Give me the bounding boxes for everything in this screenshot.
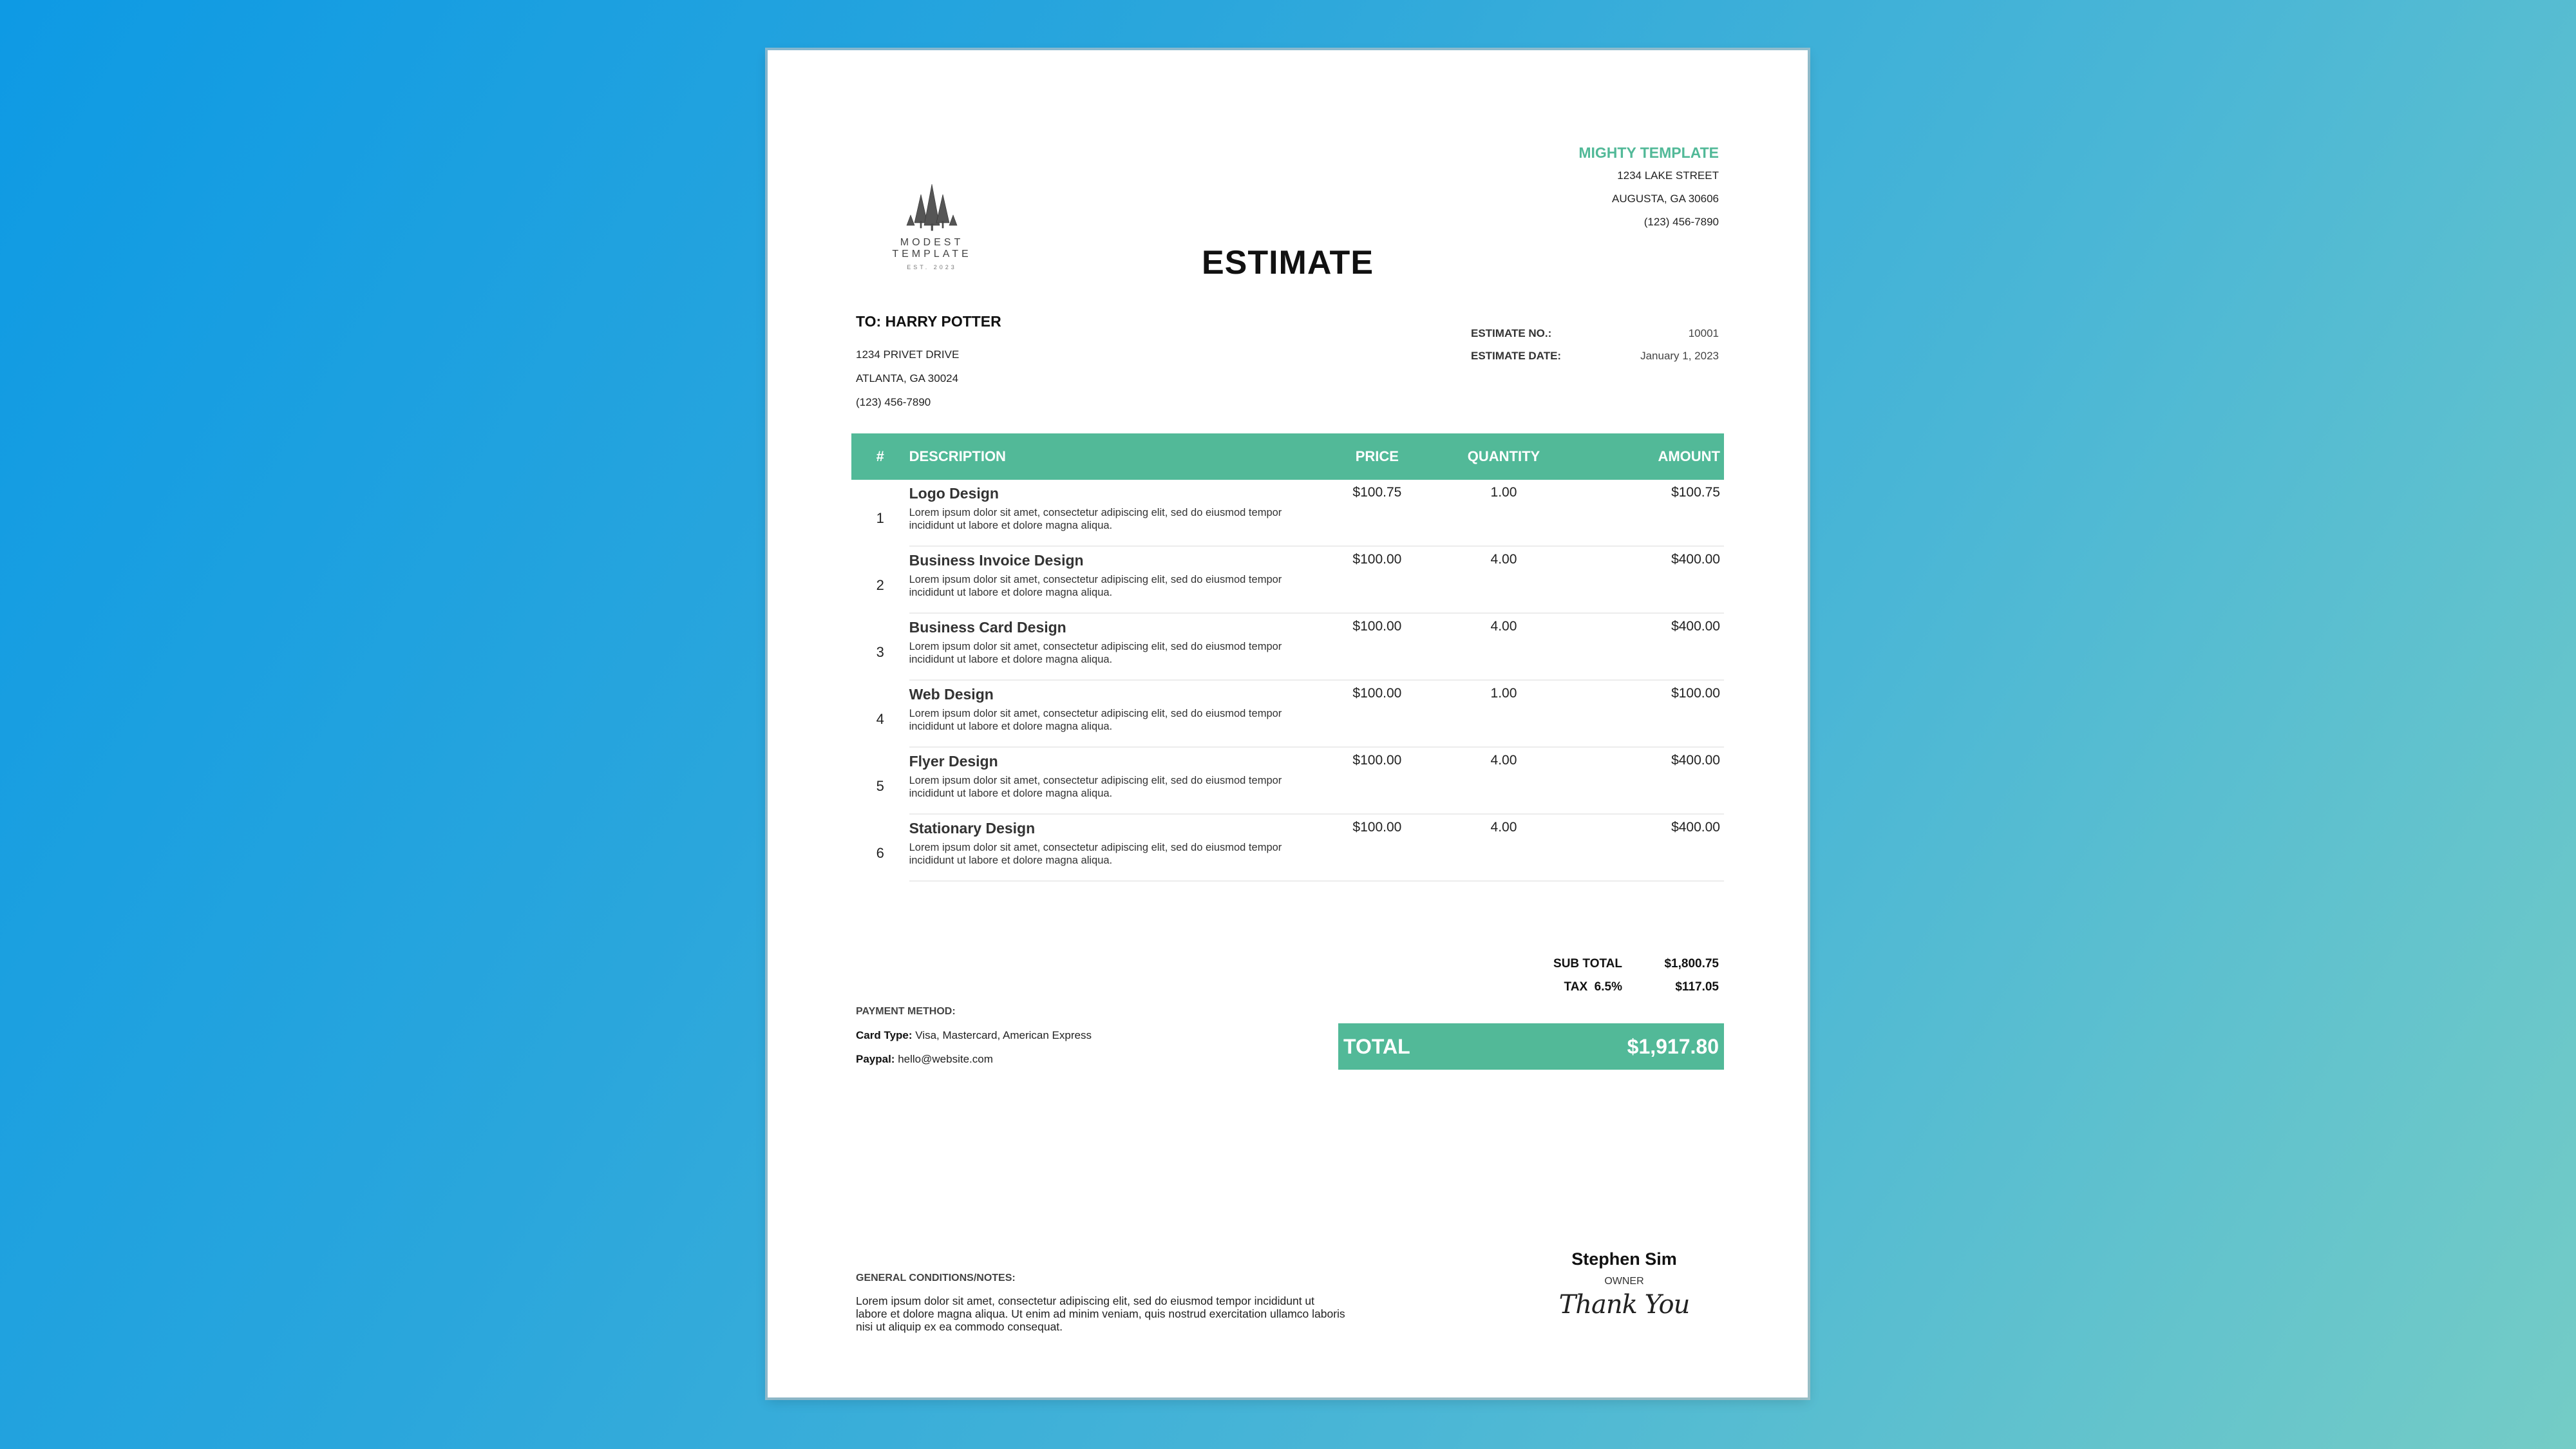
item-text: Lorem ipsum dolor sit amet, consectetur adipiscing elit, sed do eiusmod tempor incididunt ut labore et dolore magna aliqua. — [909, 507, 1282, 531]
table-header — [851, 433, 1724, 480]
item-title: Business Invoice Design — [909, 552, 1084, 569]
row-description — [909, 480, 1320, 547]
company-phone: (123) 456-7890 — [1643, 216, 1719, 228]
estimate-date-row — [1471, 350, 1719, 363]
row-amount: $400.00 — [1671, 820, 1720, 835]
row-price: $100.00 — [1352, 686, 1402, 701]
header-num: # — [876, 448, 884, 464]
row-number: 2 — [876, 577, 884, 593]
estimate-meta — [1471, 327, 1719, 372]
paypal-line — [856, 1053, 1092, 1066]
subtotal-label: SUB TOTAL — [1553, 957, 1622, 971]
table-row — [851, 681, 1724, 748]
table-row — [851, 547, 1724, 614]
row-number: 3 — [876, 644, 884, 660]
table-row — [851, 748, 1724, 815]
payment-method — [856, 1006, 1092, 1077]
logo-established-text: EST. 2023 — [907, 264, 957, 270]
row-amount: $100.00 — [1671, 686, 1720, 701]
item-text: Lorem ipsum dolor sit amet, consectetur adipiscing elit, sed do eiusmod tempor incididunt ut labore et dolore magna aliqua. — [909, 708, 1282, 732]
notes-heading: GENERAL CONDITIONS/NOTES: — [856, 1273, 1016, 1283]
item-title: Logo Design — [909, 485, 999, 502]
company-info — [1578, 144, 1719, 239]
grand-total-bar — [1338, 1023, 1724, 1070]
item-text: Lorem ipsum dolor sit amet, consectetur adipiscing elit, sed do eiusmod tempor incididunt ut labore et dolore magna aliqua. — [909, 842, 1282, 866]
document-title: ESTIMATE — [1201, 244, 1374, 281]
estimate-date-value: January 1, 2023 — [1640, 350, 1719, 362]
subtotal-value: $1,800.75 — [1664, 957, 1719, 971]
estimate-number-row — [1471, 327, 1719, 340]
row-number: 1 — [876, 510, 884, 526]
item-title: Flyer Design — [909, 753, 998, 770]
row-number: 5 — [876, 778, 884, 794]
signature-block — [1528, 1249, 1721, 1320]
total-value: $1,917.80 — [1627, 1034, 1719, 1058]
row-quantity: 1.00 — [1490, 686, 1517, 701]
table-row — [851, 614, 1724, 681]
row-price: $100.00 — [1352, 619, 1402, 634]
signature-script: Thank You — [1558, 1290, 1690, 1320]
estimate-date-label: ESTIMATE DATE: — [1471, 350, 1562, 362]
notes-text: Lorem ipsum dolor sit amet, consectetur adipiscing elit, sed do eiusmod tempor incididunt ut labore et dolore magna aliqua. Ut enim ad minim veniam, quis nostrud exercitation ullamco laboris nisi ut aliquip ex ea commodo consequat. — [856, 1294, 1345, 1333]
card-type-value: Visa, Mastercard, American Express — [915, 1029, 1092, 1041]
row-quantity: 1.00 — [1490, 485, 1517, 500]
payment-heading: PAYMENT METHOD: — [856, 1006, 956, 1017]
row-price: $100.00 — [1352, 820, 1402, 835]
row-quantity: 4.00 — [1490, 820, 1517, 835]
row-quantity: 4.00 — [1490, 619, 1517, 634]
tax-label: TAX 6.5% — [1564, 980, 1622, 994]
company-address-line2: AUGUSTA, GA 30606 — [1612, 193, 1719, 205]
row-description — [909, 547, 1320, 614]
company-address-line1: 1234 LAKE STREET — [1617, 169, 1719, 182]
estimate-number-label: ESTIMATE NO.: — [1471, 327, 1552, 339]
row-amount: $400.00 — [1671, 552, 1720, 567]
tax-row — [1513, 980, 1719, 994]
subtotal-row — [1513, 957, 1719, 971]
paypal-label: Paypal: — [856, 1053, 895, 1065]
row-number: 6 — [876, 845, 884, 861]
row-price: $100.75 — [1352, 485, 1402, 500]
total-label: TOTAL — [1343, 1034, 1410, 1058]
header-amount: AMOUNT — [1658, 448, 1720, 464]
row-amount: $400.00 — [1671, 753, 1720, 768]
row-description — [909, 681, 1320, 748]
line-items-table — [851, 433, 1724, 882]
pine-trees-icon — [903, 183, 961, 233]
item-text: Lorem ipsum dolor sit amet, consectetur adipiscing elit, sed do eiusmod tempor incididunt ut labore et dolore magna aliqua. — [909, 775, 1282, 799]
table-row — [851, 480, 1724, 547]
tax-value: $117.05 — [1675, 980, 1719, 994]
row-price: $100.00 — [1352, 552, 1402, 567]
logo-brand-text: MODEST TEMPLATE — [892, 237, 972, 260]
row-description — [909, 815, 1320, 882]
item-text: Lorem ipsum dolor sit amet, consectetur adipiscing elit, sed do eiusmod tempor incididunt ut labore et dolore magna aliqua. — [909, 641, 1282, 665]
general-notes — [856, 1273, 1345, 1333]
card-type-label: Card Type: — [856, 1029, 913, 1041]
company-name: MIGHTY TEMPLATE — [1578, 144, 1719, 161]
row-quantity: 4.00 — [1490, 753, 1517, 768]
item-title: Web Design — [909, 686, 994, 703]
estimate-document — [768, 50, 1808, 1397]
recipient-address-line2: ATLANTA, GA 30024 — [856, 372, 959, 384]
header-quantity: QUANTITY — [1467, 448, 1540, 464]
item-title: Business Card Design — [909, 619, 1066, 636]
recipient-name: TO: HARRY POTTER — [856, 313, 1001, 330]
totals-summary — [1513, 957, 1719, 1003]
row-price: $100.00 — [1352, 753, 1402, 768]
signer-role: OWNER — [1604, 1276, 1644, 1287]
header-price: PRICE — [1355, 448, 1399, 464]
table-row — [851, 815, 1724, 882]
row-number: 4 — [876, 711, 884, 727]
paypal-value: hello@website.com — [898, 1053, 993, 1065]
item-text: Lorem ipsum dolor sit amet, consectetur adipiscing elit, sed do eiusmod tempor incididunt ut labore et dolore magna aliqua. — [909, 574, 1282, 598]
header-description: DESCRIPTION — [909, 448, 1006, 464]
estimate-number-value: 10001 — [1688, 327, 1719, 339]
row-description — [909, 748, 1320, 815]
row-quantity: 4.00 — [1490, 552, 1517, 567]
card-type-line — [856, 1029, 1092, 1042]
row-description — [909, 614, 1320, 681]
recipient-phone: (123) 456-7890 — [856, 396, 931, 408]
signer-name: Stephen Sim — [1571, 1249, 1677, 1269]
item-title: Stationary Design — [909, 820, 1036, 837]
recipient-info — [856, 313, 1001, 420]
recipient-address-line1: 1234 PRIVET DRIVE — [856, 348, 960, 361]
row-amount: $400.00 — [1671, 619, 1720, 634]
row-amount: $100.75 — [1671, 485, 1720, 500]
